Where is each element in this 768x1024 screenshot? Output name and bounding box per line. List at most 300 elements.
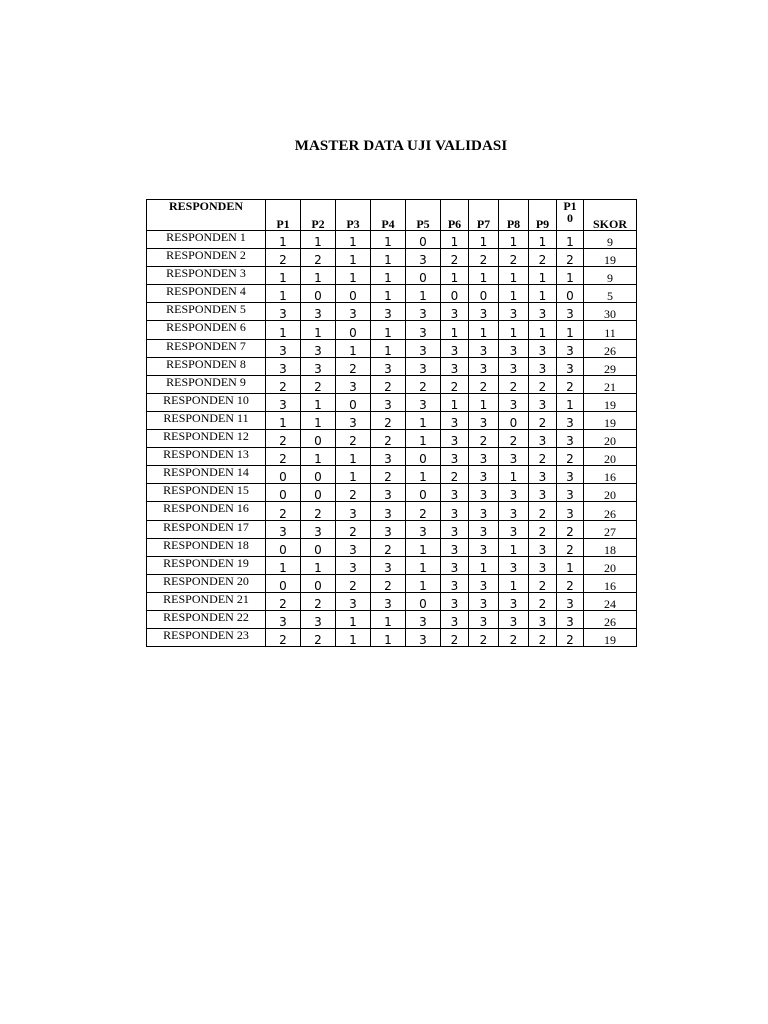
item-score-cell: 0 bbox=[301, 466, 336, 484]
item-score-cell: 0 bbox=[441, 285, 469, 303]
item-score-cell: 3 bbox=[406, 629, 441, 647]
item-score-cell: 1 bbox=[336, 629, 371, 647]
item-score-cell: 3 bbox=[336, 502, 371, 520]
item-score-cell: 0 bbox=[301, 574, 336, 592]
item-score-cell: 3 bbox=[441, 502, 469, 520]
item-score-cell: 0 bbox=[266, 466, 301, 484]
item-score-cell: 3 bbox=[529, 303, 557, 321]
item-score-cell: 3 bbox=[406, 321, 441, 339]
item-score-cell: 3 bbox=[266, 357, 301, 375]
item-score-cell: 0 bbox=[336, 285, 371, 303]
item-score-cell: 2 bbox=[336, 430, 371, 448]
item-score-cell: 1 bbox=[499, 538, 529, 556]
table-row bbox=[147, 538, 637, 556]
item-score-cell: 0 bbox=[469, 285, 499, 303]
item-score-cell: 3 bbox=[499, 502, 529, 520]
item-score-cell: 2 bbox=[441, 249, 469, 267]
item-score-cell: 3 bbox=[441, 430, 469, 448]
respondent-label: RESPONDEN 1 bbox=[147, 231, 266, 249]
item-score-cell: 2 bbox=[301, 592, 336, 610]
respondent-label: RESPONDEN 6 bbox=[147, 321, 266, 339]
item-score-cell: 3 bbox=[529, 393, 557, 411]
item-score-cell: 1 bbox=[441, 321, 469, 339]
item-score-cell: 3 bbox=[301, 520, 336, 538]
total-score-cell: 20 bbox=[584, 430, 637, 448]
respondent-label: RESPONDEN 16 bbox=[147, 502, 266, 520]
item-score-cell: 1 bbox=[371, 610, 406, 628]
item-score-cell: 1 bbox=[406, 466, 441, 484]
item-score-cell: 3 bbox=[469, 339, 499, 357]
header-row bbox=[147, 200, 637, 231]
item-score-cell: 1 bbox=[469, 321, 499, 339]
item-score-cell: 1 bbox=[266, 231, 301, 249]
item-score-cell: 1 bbox=[266, 411, 301, 429]
item-score-cell: 3 bbox=[469, 592, 499, 610]
item-score-cell: 2 bbox=[499, 249, 529, 267]
item-score-cell: 2 bbox=[529, 574, 557, 592]
item-score-cell: 2 bbox=[499, 375, 529, 393]
table-row bbox=[147, 285, 637, 303]
column-header-p5: P5 bbox=[406, 200, 441, 231]
total-score-cell: 30 bbox=[584, 303, 637, 321]
item-score-cell: 1 bbox=[441, 231, 469, 249]
item-score-cell: 1 bbox=[529, 267, 557, 285]
item-score-cell: 1 bbox=[301, 231, 336, 249]
respondent-label: RESPONDEN 14 bbox=[147, 466, 266, 484]
item-score-cell: 1 bbox=[301, 393, 336, 411]
item-score-cell: 1 bbox=[266, 285, 301, 303]
table-row bbox=[147, 629, 637, 647]
item-score-cell: 1 bbox=[266, 321, 301, 339]
item-score-cell: 2 bbox=[336, 574, 371, 592]
item-score-cell: 3 bbox=[371, 448, 406, 466]
respondent-label: RESPONDEN 23 bbox=[147, 629, 266, 647]
item-score-cell: 3 bbox=[499, 592, 529, 610]
item-score-cell: 1 bbox=[557, 556, 584, 574]
item-score-cell: 3 bbox=[406, 520, 441, 538]
page-title: MASTER DATA UJI VALIDASI bbox=[294, 138, 508, 154]
item-score-cell: 1 bbox=[371, 231, 406, 249]
item-score-cell: 2 bbox=[441, 629, 469, 647]
item-score-cell: 3 bbox=[301, 303, 336, 321]
respondent-label: RESPONDEN 4 bbox=[147, 285, 266, 303]
total-score-cell: 18 bbox=[584, 538, 637, 556]
table-row bbox=[147, 357, 637, 375]
item-score-cell: 3 bbox=[441, 411, 469, 429]
item-score-cell: 3 bbox=[301, 339, 336, 357]
item-score-cell: 1 bbox=[301, 267, 336, 285]
item-score-cell: 3 bbox=[499, 610, 529, 628]
item-score-cell: 3 bbox=[499, 448, 529, 466]
item-score-cell: 1 bbox=[301, 448, 336, 466]
item-score-cell: 3 bbox=[371, 556, 406, 574]
item-score-cell: 3 bbox=[469, 502, 499, 520]
total-score-cell: 20 bbox=[584, 556, 637, 574]
respondent-label: RESPONDEN 13 bbox=[147, 448, 266, 466]
item-score-cell: 2 bbox=[529, 502, 557, 520]
item-score-cell: 1 bbox=[499, 231, 529, 249]
item-score-cell: 2 bbox=[371, 375, 406, 393]
item-score-cell: 2 bbox=[529, 249, 557, 267]
item-score-cell: 3 bbox=[266, 303, 301, 321]
total-score-cell: 16 bbox=[584, 574, 637, 592]
item-score-cell: 3 bbox=[441, 592, 469, 610]
item-score-cell: 3 bbox=[499, 357, 529, 375]
column-header-p10-line1: P1 bbox=[563, 199, 577, 213]
total-score-cell: 29 bbox=[584, 357, 637, 375]
table-row bbox=[147, 484, 637, 502]
item-score-cell: 2 bbox=[301, 629, 336, 647]
item-score-cell: 2 bbox=[529, 629, 557, 647]
item-score-cell: 2 bbox=[557, 448, 584, 466]
item-score-cell: 3 bbox=[301, 357, 336, 375]
total-score-cell: 19 bbox=[584, 249, 637, 267]
total-score-cell: 26 bbox=[584, 339, 637, 357]
item-score-cell: 3 bbox=[499, 484, 529, 502]
respondent-label: RESPONDEN 3 bbox=[147, 267, 266, 285]
item-score-cell: 1 bbox=[406, 556, 441, 574]
table-row bbox=[147, 231, 637, 249]
item-score-cell: 1 bbox=[266, 556, 301, 574]
item-score-cell: 3 bbox=[557, 484, 584, 502]
item-score-cell: 1 bbox=[336, 249, 371, 267]
item-score-cell: 2 bbox=[557, 538, 584, 556]
column-header-respondent: RESPONDEN bbox=[147, 200, 266, 231]
item-score-cell: 1 bbox=[499, 466, 529, 484]
item-score-cell: 2 bbox=[469, 249, 499, 267]
item-score-cell: 3 bbox=[529, 556, 557, 574]
item-score-cell: 1 bbox=[557, 267, 584, 285]
item-score-cell: 2 bbox=[266, 249, 301, 267]
item-score-cell: 2 bbox=[371, 430, 406, 448]
table-row bbox=[147, 321, 637, 339]
item-score-cell: 2 bbox=[499, 629, 529, 647]
column-header-p1: P1 bbox=[266, 200, 301, 231]
table-row bbox=[147, 520, 637, 538]
total-score-cell: 27 bbox=[584, 520, 637, 538]
item-score-cell: 3 bbox=[406, 610, 441, 628]
column-header-p9: P9 bbox=[529, 200, 557, 231]
item-score-cell: 0 bbox=[406, 267, 441, 285]
item-score-cell: 1 bbox=[529, 231, 557, 249]
item-score-cell: 1 bbox=[406, 285, 441, 303]
item-score-cell: 2 bbox=[336, 484, 371, 502]
total-score-cell: 20 bbox=[584, 484, 637, 502]
total-score-cell: 11 bbox=[584, 321, 637, 339]
column-header-p6: P6 bbox=[441, 200, 469, 231]
respondent-label: RESPONDEN 10 bbox=[147, 393, 266, 411]
column-header-p10-line2: 0 bbox=[567, 211, 573, 225]
respondent-label: RESPONDEN 5 bbox=[147, 303, 266, 321]
item-score-cell: 2 bbox=[371, 411, 406, 429]
item-score-cell: 3 bbox=[557, 357, 584, 375]
item-score-cell: 3 bbox=[371, 303, 406, 321]
item-score-cell: 1 bbox=[336, 267, 371, 285]
item-score-cell: 3 bbox=[529, 466, 557, 484]
respondent-label: RESPONDEN 21 bbox=[147, 592, 266, 610]
total-score-cell: 9 bbox=[584, 267, 637, 285]
item-score-cell: 2 bbox=[469, 629, 499, 647]
item-score-cell: 3 bbox=[499, 303, 529, 321]
item-score-cell: 1 bbox=[371, 285, 406, 303]
item-score-cell: 2 bbox=[557, 375, 584, 393]
table-row bbox=[147, 466, 637, 484]
item-score-cell: 3 bbox=[441, 484, 469, 502]
item-score-cell: 2 bbox=[266, 502, 301, 520]
table-row bbox=[147, 556, 637, 574]
item-score-cell: 1 bbox=[301, 321, 336, 339]
item-score-cell: 1 bbox=[336, 448, 371, 466]
table-row bbox=[147, 592, 637, 610]
item-score-cell: 3 bbox=[441, 520, 469, 538]
item-score-cell: 2 bbox=[469, 430, 499, 448]
item-score-cell: 3 bbox=[469, 574, 499, 592]
item-score-cell: 3 bbox=[469, 357, 499, 375]
item-score-cell: 1 bbox=[371, 249, 406, 267]
item-score-cell: 1 bbox=[301, 556, 336, 574]
item-score-cell: 1 bbox=[336, 231, 371, 249]
item-score-cell: 3 bbox=[441, 339, 469, 357]
table-row bbox=[147, 267, 637, 285]
item-score-cell: 1 bbox=[529, 321, 557, 339]
item-score-cell: 0 bbox=[406, 484, 441, 502]
item-score-cell: 1 bbox=[469, 556, 499, 574]
item-score-cell: 2 bbox=[529, 411, 557, 429]
item-score-cell: 2 bbox=[529, 375, 557, 393]
item-score-cell: 3 bbox=[529, 430, 557, 448]
item-score-cell: 3 bbox=[336, 303, 371, 321]
table-row bbox=[147, 574, 637, 592]
item-score-cell: 3 bbox=[557, 592, 584, 610]
item-score-cell: 1 bbox=[406, 430, 441, 448]
item-score-cell: 3 bbox=[336, 375, 371, 393]
item-score-cell: 1 bbox=[499, 574, 529, 592]
item-score-cell: 3 bbox=[441, 303, 469, 321]
item-score-cell: 0 bbox=[406, 592, 441, 610]
item-score-cell: 2 bbox=[266, 430, 301, 448]
column-header-p8: P8 bbox=[499, 200, 529, 231]
respondent-label: RESPONDEN 7 bbox=[147, 339, 266, 357]
total-score-cell: 20 bbox=[584, 448, 637, 466]
item-score-cell: 2 bbox=[557, 520, 584, 538]
item-score-cell: 2 bbox=[529, 448, 557, 466]
item-score-cell: 1 bbox=[266, 267, 301, 285]
item-score-cell: 3 bbox=[336, 411, 371, 429]
item-score-cell: 3 bbox=[336, 556, 371, 574]
total-score-cell: 19 bbox=[584, 629, 637, 647]
item-score-cell: 0 bbox=[406, 231, 441, 249]
item-score-cell: 2 bbox=[336, 520, 371, 538]
item-score-cell: 1 bbox=[336, 466, 371, 484]
item-score-cell: 3 bbox=[469, 466, 499, 484]
respondent-label: RESPONDEN 18 bbox=[147, 538, 266, 556]
item-score-cell: 3 bbox=[371, 357, 406, 375]
item-score-cell: 3 bbox=[266, 520, 301, 538]
table-row bbox=[147, 393, 637, 411]
table-row bbox=[147, 610, 637, 628]
column-header-p2: P2 bbox=[301, 200, 336, 231]
item-score-cell: 1 bbox=[441, 393, 469, 411]
item-score-cell: 3 bbox=[557, 303, 584, 321]
item-score-cell: 1 bbox=[469, 267, 499, 285]
item-score-cell: 2 bbox=[557, 249, 584, 267]
item-score-cell: 3 bbox=[469, 411, 499, 429]
item-score-cell: 0 bbox=[301, 538, 336, 556]
respondent-label: RESPONDEN 15 bbox=[147, 484, 266, 502]
item-score-cell: 2 bbox=[469, 375, 499, 393]
item-score-cell: 1 bbox=[499, 285, 529, 303]
respondent-label: RESPONDEN 8 bbox=[147, 357, 266, 375]
item-score-cell: 3 bbox=[371, 393, 406, 411]
respondent-label: RESPONDEN 11 bbox=[147, 411, 266, 429]
item-score-cell: 1 bbox=[499, 321, 529, 339]
item-score-cell: 3 bbox=[406, 357, 441, 375]
item-score-cell: 2 bbox=[266, 448, 301, 466]
total-score-cell: 19 bbox=[584, 393, 637, 411]
respondent-label: RESPONDEN 20 bbox=[147, 574, 266, 592]
item-score-cell: 2 bbox=[557, 629, 584, 647]
item-score-cell: 1 bbox=[557, 393, 584, 411]
respondent-label: RESPONDEN 22 bbox=[147, 610, 266, 628]
table-body bbox=[147, 231, 637, 647]
table-row bbox=[147, 375, 637, 393]
respondent-label: RESPONDEN 2 bbox=[147, 249, 266, 267]
item-score-cell: 1 bbox=[406, 538, 441, 556]
item-score-cell: 2 bbox=[266, 629, 301, 647]
item-score-cell: 2 bbox=[266, 592, 301, 610]
column-header-p7: P7 bbox=[469, 200, 499, 231]
item-score-cell: 0 bbox=[301, 430, 336, 448]
item-score-cell: 3 bbox=[469, 610, 499, 628]
respondent-label: RESPONDEN 9 bbox=[147, 375, 266, 393]
item-score-cell: 1 bbox=[529, 285, 557, 303]
item-score-cell: 3 bbox=[301, 610, 336, 628]
total-score-cell: 16 bbox=[584, 466, 637, 484]
item-score-cell: 3 bbox=[469, 448, 499, 466]
item-score-cell: 1 bbox=[557, 321, 584, 339]
total-score-cell: 26 bbox=[584, 610, 637, 628]
item-score-cell: 3 bbox=[557, 339, 584, 357]
item-score-cell: 3 bbox=[371, 484, 406, 502]
table-row bbox=[147, 249, 637, 267]
item-score-cell: 2 bbox=[406, 502, 441, 520]
item-score-cell: 2 bbox=[529, 592, 557, 610]
column-header-score: SKOR bbox=[584, 200, 637, 231]
respondent-label: RESPONDEN 17 bbox=[147, 520, 266, 538]
item-score-cell: 3 bbox=[469, 484, 499, 502]
table-row bbox=[147, 502, 637, 520]
item-score-cell: 1 bbox=[371, 629, 406, 647]
item-score-cell: 2 bbox=[529, 520, 557, 538]
table-row bbox=[147, 430, 637, 448]
item-score-cell: 3 bbox=[469, 520, 499, 538]
item-score-cell: 2 bbox=[301, 375, 336, 393]
total-score-cell: 19 bbox=[584, 411, 637, 429]
item-score-cell: 3 bbox=[441, 448, 469, 466]
item-score-cell: 2 bbox=[441, 466, 469, 484]
table-row bbox=[147, 448, 637, 466]
item-score-cell: 1 bbox=[336, 610, 371, 628]
item-score-cell: 2 bbox=[371, 574, 406, 592]
table-row bbox=[147, 339, 637, 357]
item-score-cell: 1 bbox=[371, 339, 406, 357]
respondent-label: RESPONDEN 12 bbox=[147, 430, 266, 448]
item-score-cell: 1 bbox=[371, 267, 406, 285]
item-score-cell: 3 bbox=[499, 556, 529, 574]
item-score-cell: 3 bbox=[441, 556, 469, 574]
item-score-cell: 3 bbox=[441, 574, 469, 592]
item-score-cell: 2 bbox=[371, 466, 406, 484]
item-score-cell: 3 bbox=[441, 610, 469, 628]
item-score-cell: 0 bbox=[266, 574, 301, 592]
item-score-cell: 3 bbox=[529, 538, 557, 556]
column-header-p4: P4 bbox=[371, 200, 406, 231]
item-score-cell: 2 bbox=[301, 249, 336, 267]
item-score-cell: 3 bbox=[371, 520, 406, 538]
item-score-cell: 3 bbox=[529, 610, 557, 628]
item-score-cell: 3 bbox=[469, 303, 499, 321]
item-score-cell: 3 bbox=[406, 303, 441, 321]
item-score-cell: 2 bbox=[266, 375, 301, 393]
item-score-cell: 3 bbox=[371, 592, 406, 610]
item-score-cell: 1 bbox=[499, 267, 529, 285]
item-score-cell: 1 bbox=[469, 393, 499, 411]
item-score-cell: 0 bbox=[336, 393, 371, 411]
item-score-cell: 2 bbox=[371, 538, 406, 556]
item-score-cell: 3 bbox=[336, 592, 371, 610]
item-score-cell: 3 bbox=[469, 538, 499, 556]
item-score-cell: 0 bbox=[266, 538, 301, 556]
table-row bbox=[147, 411, 637, 429]
item-score-cell: 3 bbox=[529, 357, 557, 375]
total-score-cell: 26 bbox=[584, 502, 637, 520]
item-score-cell: 0 bbox=[557, 285, 584, 303]
item-score-cell: 1 bbox=[301, 411, 336, 429]
total-score-cell: 9 bbox=[584, 231, 637, 249]
table-row bbox=[147, 303, 637, 321]
item-score-cell: 2 bbox=[557, 574, 584, 592]
item-score-cell: 1 bbox=[557, 231, 584, 249]
item-score-cell: 3 bbox=[557, 610, 584, 628]
item-score-cell: 1 bbox=[406, 411, 441, 429]
item-score-cell: 3 bbox=[557, 430, 584, 448]
item-score-cell: 0 bbox=[336, 321, 371, 339]
item-score-cell: 3 bbox=[266, 610, 301, 628]
item-score-cell: 2 bbox=[441, 375, 469, 393]
item-score-cell: 3 bbox=[266, 339, 301, 357]
item-score-cell: 3 bbox=[557, 466, 584, 484]
item-score-cell: 3 bbox=[406, 249, 441, 267]
item-score-cell: 3 bbox=[336, 538, 371, 556]
item-score-cell: 2 bbox=[301, 502, 336, 520]
item-score-cell: 2 bbox=[336, 357, 371, 375]
item-score-cell: 3 bbox=[499, 339, 529, 357]
item-score-cell: 3 bbox=[499, 393, 529, 411]
item-score-cell: 3 bbox=[529, 339, 557, 357]
item-score-cell: 3 bbox=[406, 339, 441, 357]
item-score-cell: 3 bbox=[441, 538, 469, 556]
item-score-cell: 0 bbox=[301, 285, 336, 303]
item-score-cell: 0 bbox=[499, 411, 529, 429]
column-header-p3: P3 bbox=[336, 200, 371, 231]
item-score-cell: 3 bbox=[499, 520, 529, 538]
column-header-p10 bbox=[557, 200, 584, 231]
item-score-cell: 1 bbox=[441, 267, 469, 285]
validation-data-table bbox=[146, 199, 637, 647]
item-score-cell: 3 bbox=[529, 484, 557, 502]
item-score-cell: 3 bbox=[441, 357, 469, 375]
item-score-cell: 1 bbox=[371, 321, 406, 339]
